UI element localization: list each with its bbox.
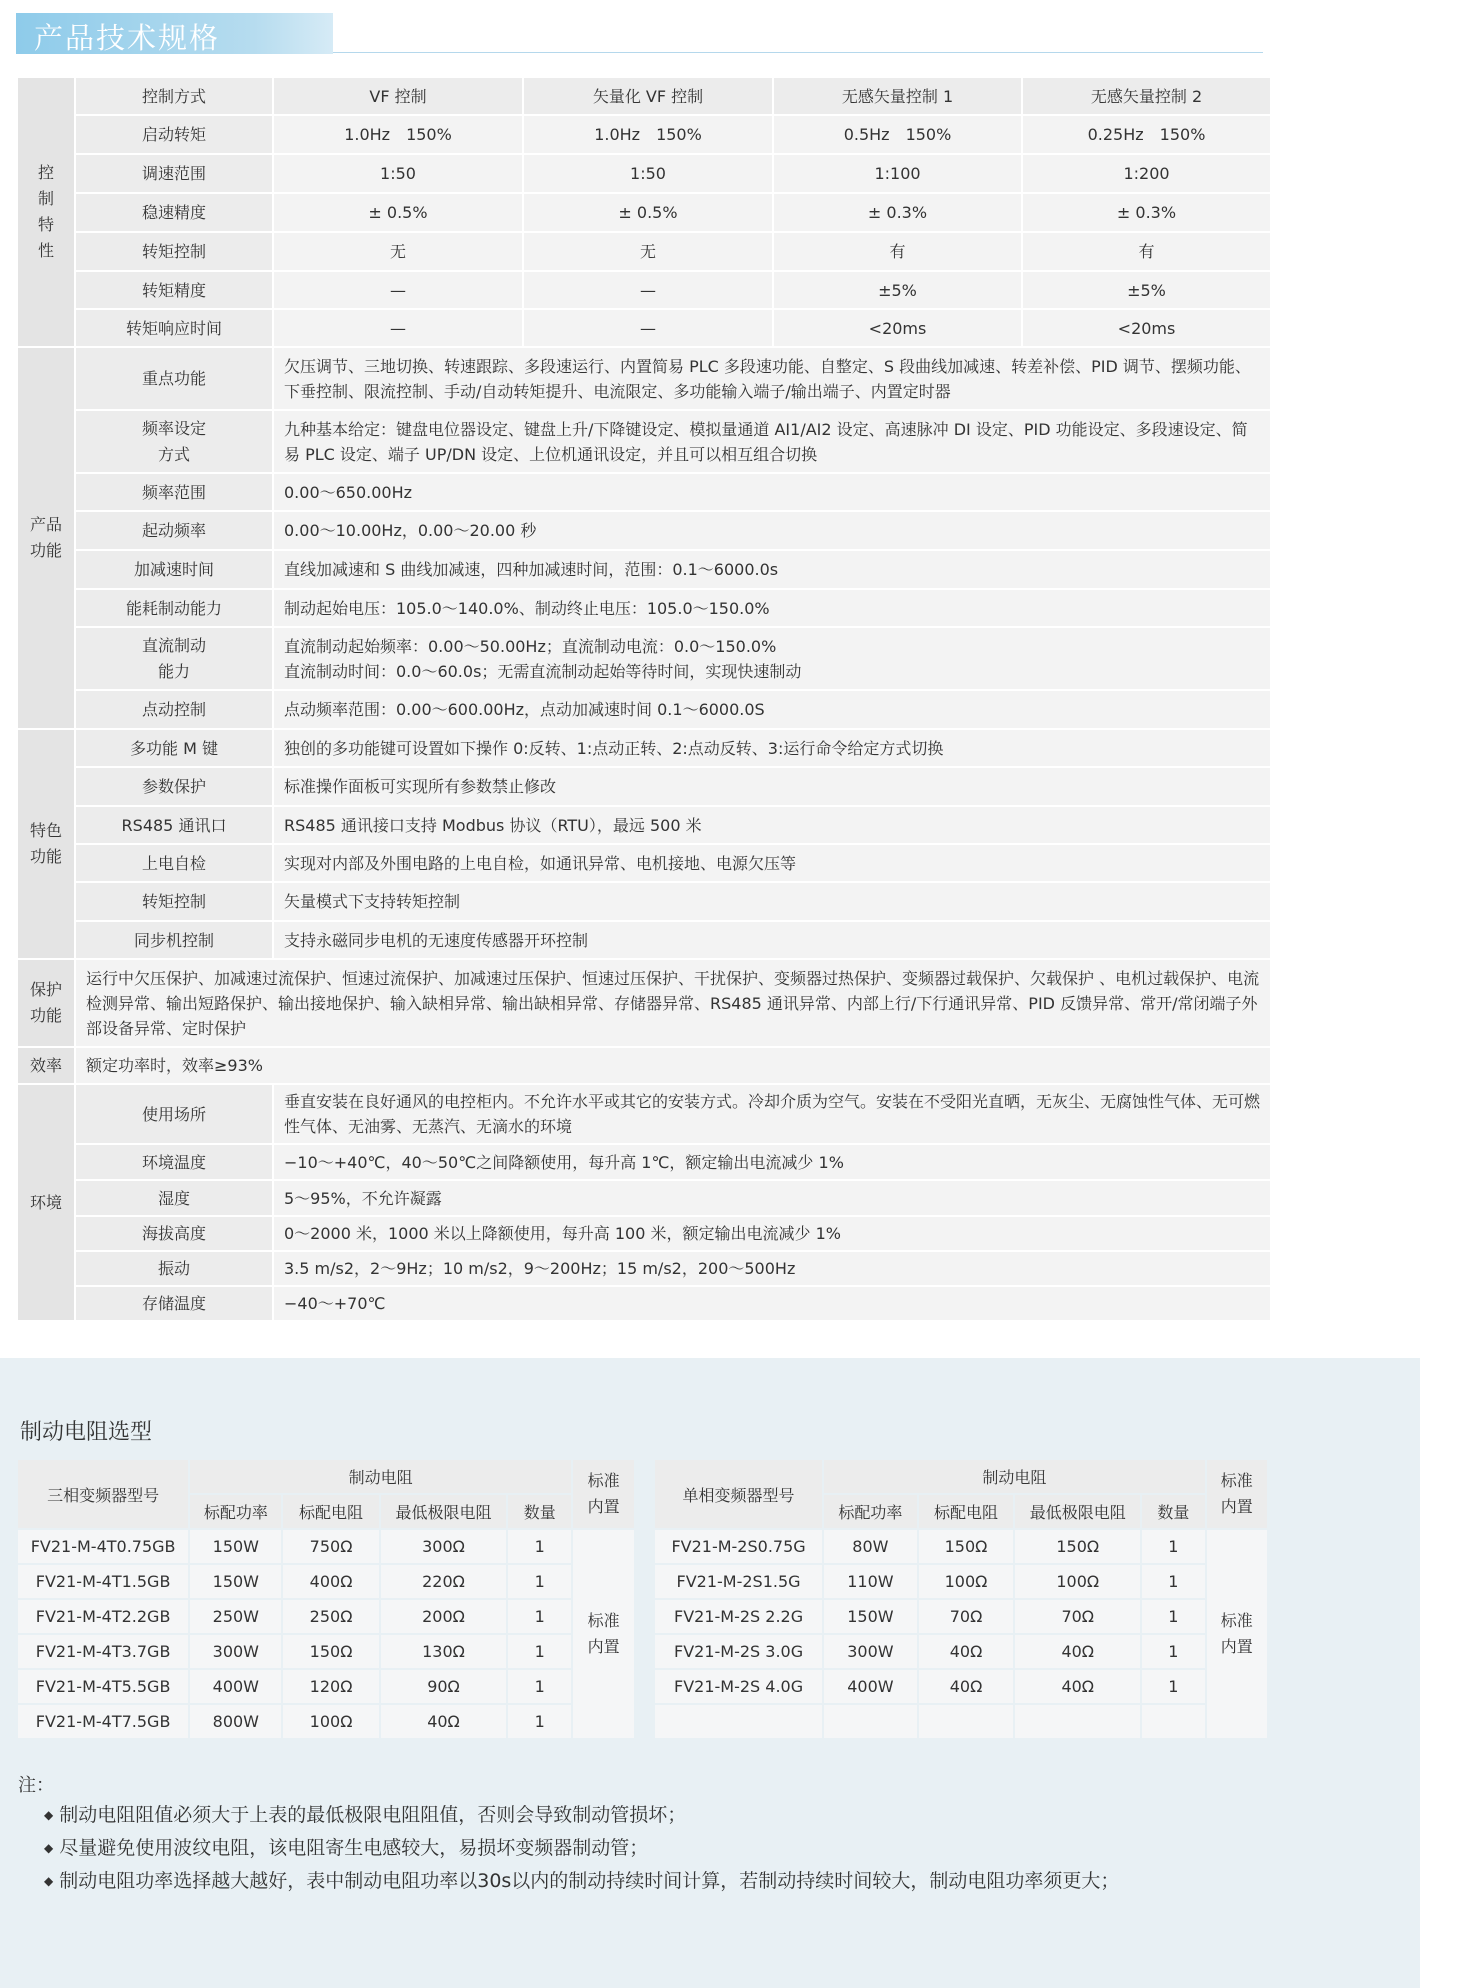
spec-row xyxy=(17,589,1271,627)
brake-table-three-phase xyxy=(16,1458,636,1740)
spec-row xyxy=(17,627,1271,690)
page-title: 产品技术规格 xyxy=(34,21,221,55)
category-label: 保护功能 xyxy=(29,980,62,1025)
quantity-cell: 1 xyxy=(507,1704,572,1739)
note-text: 尽量避免使用波纹电阻，该电阻寄生电感较大，易损坏变频器制动管； xyxy=(59,1837,649,1859)
resistance-cell: 100Ω xyxy=(918,1564,1015,1599)
spec-value: 3.5 m/s2，2～9Hz；10 m/s2，9～200Hz；15 m/s2，200～500Hz xyxy=(273,1251,1271,1286)
brake-section-title: 制动电阻选型 xyxy=(20,1420,153,1445)
spec-row xyxy=(17,690,1271,729)
notes-title: 注： xyxy=(18,1775,54,1796)
min-resistance-cell: 300Ω xyxy=(380,1529,508,1564)
spec-label: 点动控制 xyxy=(75,690,273,729)
min-resistance-cell: 220Ω xyxy=(380,1564,508,1599)
spec-table xyxy=(16,76,1272,1322)
min-resistance-cell: 130Ω xyxy=(380,1634,508,1669)
spec-label: RS485 通讯口 xyxy=(75,806,273,844)
spec-label: 海拔高度 xyxy=(75,1216,273,1251)
spec-value: 1:50 xyxy=(523,154,773,193)
category-label: 效率 xyxy=(17,1047,75,1084)
category-label: 环境 xyxy=(17,1084,75,1321)
power-cell: 150W xyxy=(189,1564,282,1599)
spec-value: — xyxy=(523,309,773,347)
quantity-cell: 1 xyxy=(507,1564,572,1599)
brake-header-row xyxy=(17,1459,635,1494)
spec-label: 控制方式 xyxy=(75,77,273,115)
spec-label: 转矩控制 xyxy=(75,232,273,271)
model-cell: FV21-M-2S0.75G xyxy=(654,1529,823,1564)
spec-label-cell xyxy=(75,410,273,473)
model-cell: FV21-M-2S 2.2G xyxy=(654,1599,823,1634)
quantity-cell: 1 xyxy=(1141,1529,1205,1564)
model-cell: FV21-M-4T7.5GB xyxy=(17,1704,189,1739)
spec-row xyxy=(17,550,1271,589)
diamond-bullet-icon: ◆ xyxy=(44,1874,54,1888)
diamond-bullet-icon: ◆ xyxy=(44,1808,54,1822)
quantity-cell: 1 xyxy=(1141,1564,1205,1599)
spec-label: 参数保护 xyxy=(75,767,273,806)
spec-row xyxy=(17,1251,1271,1286)
spec-row xyxy=(17,767,1271,806)
column-header: 标配电阻 xyxy=(282,1494,379,1529)
model-cell: FV21-M-4T0.75GB xyxy=(17,1529,189,1564)
table-row xyxy=(17,1634,635,1669)
group-header: 制动电阻 xyxy=(189,1459,572,1494)
spec-row xyxy=(17,1084,1271,1144)
spec-value: 无 xyxy=(523,232,773,271)
std-cell xyxy=(1206,1529,1268,1739)
column-header: 标配功率 xyxy=(823,1494,918,1529)
spec-value: 直流制动起始频率：0.00～50.00Hz；直流制动电流：0.0～150.0% xyxy=(284,636,777,656)
spec-value: 1:200 xyxy=(1022,154,1271,193)
table-row xyxy=(654,1669,1268,1704)
spec-value: 0.00～650.00Hz xyxy=(273,473,1271,511)
spec-value: −10～+40℃，40～50℃之间降额使用，每升高 1℃，额定输出电流减少 1% xyxy=(273,1144,1271,1180)
note-text: 制动电阻阻值必须大于上表的最低极限电阻阻值，否则会导致制动管损坏； xyxy=(59,1804,687,1826)
column-header: VF 控制 xyxy=(273,77,523,115)
model-cell: FV21-M-4T5.5GB xyxy=(17,1669,189,1704)
power-cell: 300W xyxy=(189,1634,282,1669)
spec-value: 1.0Hz 150% xyxy=(523,115,773,154)
min-resistance-cell: 150Ω xyxy=(1014,1529,1141,1564)
quantity-cell: 1 xyxy=(1141,1599,1205,1634)
empty-cell xyxy=(1141,1704,1205,1739)
category-label: 产品功能 xyxy=(29,515,62,560)
category-cell xyxy=(17,77,75,347)
power-cell: 80W xyxy=(823,1529,918,1564)
spec-value: 5～95%，不允许凝露 xyxy=(273,1180,1271,1216)
spec-value: 实现对内部及外围电路的上电自检，如通讯异常、电机接地、电源欠压等 xyxy=(273,844,1271,882)
spec-value: ± 0.5% xyxy=(273,193,523,232)
model-cell: FV21-M-2S 4.0G xyxy=(654,1669,823,1704)
resistance-cell: 150Ω xyxy=(282,1634,379,1669)
power-cell: 150W xyxy=(823,1599,918,1634)
spec-value: 制动起始电压：105.0～140.0%、制动终止电压：105.0～150.0% xyxy=(273,589,1271,627)
spec-label: 多功能 M 键 xyxy=(75,729,273,767)
spec-row xyxy=(17,921,1271,959)
spec-value: 额定功率时，效率≥93% xyxy=(75,1047,1271,1084)
spec-label: 转矩精度 xyxy=(75,271,273,309)
empty-cell xyxy=(823,1704,918,1739)
table-row-empty xyxy=(654,1704,1268,1739)
spec-value: ±5% xyxy=(773,271,1022,309)
model-cell: FV21-M-2S 3.0G xyxy=(654,1634,823,1669)
std-value: 标准内置 xyxy=(1220,1611,1253,1656)
spec-label: 上电自检 xyxy=(75,844,273,882)
spec-value: 运行中欠压保护、加减速过流保护、恒速过流保护、加减速过压保护、恒速过压保护、干扰保护、变频器过热保护、变频器过载保护、欠载保护 、电机过载保护、电流检测异常、输出短路保护、输出接地保护、输入缺相异常、输出缺相异常、存储器异常、RS485 通讯异常、内部上行/下行通讯异常、PID 反馈异常、常开/常闭端子外部设备异常、定时保护 xyxy=(75,959,1271,1047)
column-header: 数量 xyxy=(507,1494,572,1529)
spec-label: 起动频率 xyxy=(75,511,273,550)
column-header: 无感矢量控制 1 xyxy=(773,77,1022,115)
quantity-cell: 1 xyxy=(507,1599,572,1634)
list-item xyxy=(44,1800,1119,1833)
spec-value: 0.5Hz 150% xyxy=(773,115,1022,154)
spec-value: 0.00～10.00Hz，0.00～20.00 秒 xyxy=(273,511,1271,550)
table-row xyxy=(17,1669,635,1704)
std-cell xyxy=(572,1529,635,1739)
resistance-cell: 750Ω xyxy=(282,1529,379,1564)
resistance-cell: 150Ω xyxy=(918,1529,1015,1564)
quantity-cell: 1 xyxy=(1141,1634,1205,1669)
column-header: 数量 xyxy=(1141,1494,1205,1529)
spec-label: 使用场所 xyxy=(75,1084,273,1144)
power-cell: 400W xyxy=(823,1669,918,1704)
spec-row xyxy=(17,115,1271,154)
quantity-cell: 1 xyxy=(507,1634,572,1669)
power-cell: 250W xyxy=(189,1599,282,1634)
category-cell xyxy=(17,347,75,729)
resistance-cell: 70Ω xyxy=(918,1599,1015,1634)
spec-value: −40～+70℃ xyxy=(273,1286,1271,1321)
spec-row xyxy=(17,806,1271,844)
spec-label: 转矩响应时间 xyxy=(75,309,273,347)
model-header: 单相变频器型号 xyxy=(654,1459,823,1529)
spec-row xyxy=(17,1144,1271,1180)
list-item xyxy=(44,1833,1119,1866)
spec-value: ± 0.3% xyxy=(1022,193,1271,232)
min-resistance-cell: 90Ω xyxy=(380,1669,508,1704)
spec-value: 1:50 xyxy=(273,154,523,193)
resistance-cell: 400Ω xyxy=(282,1564,379,1599)
table-row xyxy=(654,1529,1268,1564)
resistance-cell: 120Ω xyxy=(282,1669,379,1704)
column-header: 标配电阻 xyxy=(918,1494,1015,1529)
spec-row xyxy=(17,1286,1271,1321)
spec-row xyxy=(17,347,1271,410)
column-header: 最低极限电阻 xyxy=(1014,1494,1141,1529)
spec-value: 1:100 xyxy=(773,154,1022,193)
resistance-cell: 40Ω xyxy=(918,1669,1015,1704)
spec-row xyxy=(17,1047,1271,1084)
min-resistance-cell: 100Ω xyxy=(1014,1564,1141,1599)
spec-label: 频率范围 xyxy=(75,473,273,511)
quantity-cell: 1 xyxy=(507,1669,572,1704)
spec-row xyxy=(17,232,1271,271)
spec-value: 直线加减速和 S 曲线加减速，四种加减速时间，范围：0.1～6000.0s xyxy=(273,550,1271,589)
category-cell xyxy=(17,729,75,959)
spec-value: 支持永磁同步电机的无速度传感器开环控制 xyxy=(273,921,1271,959)
spec-value: — xyxy=(523,271,773,309)
category-label: 控制特性 xyxy=(37,163,54,260)
power-cell: 150W xyxy=(189,1529,282,1564)
spec-value: 有 xyxy=(1022,232,1271,271)
spec-row xyxy=(17,410,1271,473)
spec-label: 加减速时间 xyxy=(75,550,273,589)
spec-label: 稳速精度 xyxy=(75,193,273,232)
category-cell xyxy=(17,959,75,1047)
spec-value: 独创的多功能键可设置如下操作 0:反转、1:点动正转、2:点动反转、3:运行命令给定方式切换 xyxy=(273,729,1271,767)
spec-label: 直流制动能力 xyxy=(141,635,206,681)
std-header-cell xyxy=(572,1459,635,1529)
spec-value: 有 xyxy=(773,232,1022,271)
table-row xyxy=(17,1704,635,1739)
spec-value: 九种基本给定：键盘电位器设定、键盘上升/下降键设定、模拟量通道 AI1/AI2 设定、高速脉冲 DI 设定、PID 功能设定、多段速设定、简易 PLC 设定、端子 UP/DN 设定、上位机通讯设定，并且可以相互组合切换 xyxy=(273,410,1271,473)
model-cell: FV21-M-2S1.5G xyxy=(654,1564,823,1599)
note-text: 制动电阻功率选择越大越好，表中制动电阻功率以30s以内的制动持续时间计算，若制动持续时间较大，制动电阻功率须更大； xyxy=(59,1870,1120,1892)
spec-row xyxy=(17,309,1271,347)
spec-row xyxy=(17,844,1271,882)
spec-label: 存储温度 xyxy=(75,1286,273,1321)
spec-value: — xyxy=(273,309,523,347)
spec-row xyxy=(17,882,1271,921)
spec-value-cell xyxy=(273,627,1271,690)
spec-value: <20ms xyxy=(1022,309,1271,347)
quantity-cell: 1 xyxy=(507,1529,572,1564)
empty-cell xyxy=(918,1704,1015,1739)
std-header-cell xyxy=(1206,1459,1268,1529)
column-header: 无感矢量控制 2 xyxy=(1022,77,1271,115)
spec-value: — xyxy=(273,271,523,309)
min-resistance-cell: 70Ω xyxy=(1014,1599,1141,1634)
resistance-cell: 40Ω xyxy=(918,1634,1015,1669)
spec-value: 1.0Hz 150% xyxy=(273,115,523,154)
spec-row xyxy=(17,1180,1271,1216)
spec-label: 振动 xyxy=(75,1251,273,1286)
table-row xyxy=(654,1634,1268,1669)
table-row xyxy=(654,1564,1268,1599)
spec-value: 无 xyxy=(273,232,523,271)
spec-label: 启动转矩 xyxy=(75,115,273,154)
spec-value: 欠压调节、三地切换、转速跟踪、多段速运行、内置简易 PLC 多段速功能、自整定、S 段曲线加减速、转差补偿、PID 调节、摆频功能、下垂控制、限流控制、手动/自动转矩提升、电流限定、多功能输入端子/输出端子、内置定时器 xyxy=(273,347,1271,410)
spec-row xyxy=(17,1216,1271,1251)
spec-value: RS485 通讯接口支持 Modbus 协议（RTU），最远 500 米 xyxy=(273,806,1271,844)
resistance-cell: 250Ω xyxy=(282,1599,379,1634)
quantity-cell: 1 xyxy=(1141,1669,1205,1704)
section-title-bar xyxy=(16,13,333,54)
model-cell: FV21-M-4T3.7GB xyxy=(17,1634,189,1669)
std-value: 标准内置 xyxy=(587,1611,620,1656)
table-row xyxy=(17,1529,635,1564)
spec-row xyxy=(17,77,1271,115)
model-header: 三相变频器型号 xyxy=(17,1459,189,1529)
power-cell: 300W xyxy=(823,1634,918,1669)
resistance-cell: 100Ω xyxy=(282,1704,379,1739)
category-label: 特色功能 xyxy=(29,821,62,866)
power-cell: 110W xyxy=(823,1564,918,1599)
column-header: 最低极限电阻 xyxy=(380,1494,508,1529)
spec-value: ± 0.5% xyxy=(523,193,773,232)
spec-value: ±5% xyxy=(1022,271,1271,309)
spec-value-line2: 直流制动时间：0.0～60.0s；无需直流制动起始等待时间，实现快速制动 xyxy=(284,661,802,681)
spec-value: 0.25Hz 150% xyxy=(1022,115,1271,154)
spec-value: <20ms xyxy=(773,309,1022,347)
spec-label: 环境温度 xyxy=(75,1144,273,1180)
min-resistance-cell: 40Ω xyxy=(380,1704,508,1739)
spec-row xyxy=(17,511,1271,550)
column-header: 标配功率 xyxy=(189,1494,282,1529)
spec-label: 重点功能 xyxy=(75,347,273,410)
spec-value: 标准操作面板可实现所有参数禁止修改 xyxy=(273,767,1271,806)
group-header: 制动电阻 xyxy=(823,1459,1205,1494)
spec-row xyxy=(17,729,1271,767)
spec-label: 能耗制动能力 xyxy=(75,589,273,627)
std-header: 标准内置 xyxy=(587,1471,620,1516)
spec-label: 调速范围 xyxy=(75,154,273,193)
min-resistance-cell: 40Ω xyxy=(1014,1634,1141,1669)
power-cell: 400W xyxy=(189,1669,282,1704)
model-cell: FV21-M-4T2.2GB xyxy=(17,1599,189,1634)
spec-row xyxy=(17,154,1271,193)
spec-label: 频率设定方式 xyxy=(141,418,206,464)
brake-table-single-phase xyxy=(653,1458,1269,1740)
notes-list xyxy=(44,1800,1119,1899)
min-resistance-cell: 40Ω xyxy=(1014,1669,1141,1704)
table-row xyxy=(17,1564,635,1599)
empty-cell xyxy=(1014,1704,1141,1739)
diamond-bullet-icon: ◆ xyxy=(44,1841,54,1855)
column-header: 矢量化 VF 控制 xyxy=(523,77,773,115)
brake-header-row xyxy=(654,1459,1268,1494)
spec-label: 湿度 xyxy=(75,1180,273,1216)
spec-value: 垂直安装在良好通风的电控柜内。不允许水平或其它的安装方式。冷却介质为空气。安装在不受阳光直晒，无灰尘、无腐蚀性气体、无可燃性气体、无油雾、无蒸汽、无滴水的环境 xyxy=(273,1084,1271,1144)
spec-value: 点动频率范围：0.00～600.00Hz，点动加减速时间 0.1～6000.0S xyxy=(273,690,1271,729)
list-item xyxy=(44,1866,1119,1899)
table-row xyxy=(17,1599,635,1634)
model-cell: FV21-M-4T1.5GB xyxy=(17,1564,189,1599)
spec-row xyxy=(17,959,1271,1047)
spec-value: 0～2000 米，1000 米以上降额使用，每升高 100 米，额定输出电流减少 1% xyxy=(273,1216,1271,1251)
spec-label: 转矩控制 xyxy=(75,882,273,921)
spec-row xyxy=(17,473,1271,511)
table-row xyxy=(654,1599,1268,1634)
spec-label-cell xyxy=(75,627,273,690)
spec-value: 矢量模式下支持转矩控制 xyxy=(273,882,1271,921)
std-header: 标准内置 xyxy=(1220,1471,1253,1516)
spec-row xyxy=(17,271,1271,309)
title-divider xyxy=(333,52,1263,53)
spec-label: 同步机控制 xyxy=(75,921,273,959)
spec-value: ± 0.3% xyxy=(773,193,1022,232)
min-resistance-cell: 200Ω xyxy=(380,1599,508,1634)
power-cell: 800W xyxy=(189,1704,282,1739)
empty-cell xyxy=(654,1704,823,1739)
spec-row xyxy=(17,193,1271,232)
